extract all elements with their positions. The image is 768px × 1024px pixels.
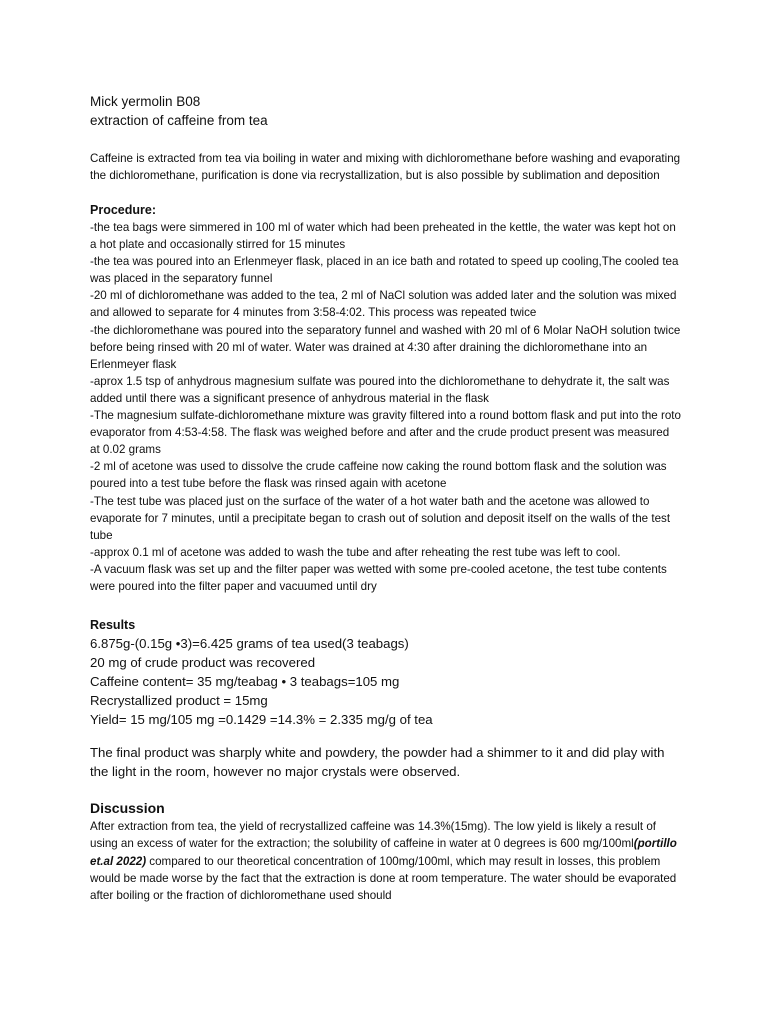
document-title: extraction of caffeine from tea <box>90 113 268 128</box>
procedure-step: -The magnesium sulfate-dichloromethane mixture was gravity filtered into a round bottom flask and put into the roto evaporator from 4:53-4:58. The flask was weighed before and after and the crude product present was measured at 0.02 grams <box>90 409 681 457</box>
procedure-heading: Procedure: <box>90 203 156 217</box>
citation: (portillo et.al 2022) <box>90 837 677 868</box>
result-line: Yield= 15 mg/105 mg =0.1429 =14.3% = 2.335 mg/g of tea <box>90 712 433 728</box>
procedure-step: -the tea bags were simmered in 100 ml of water which had been preheated in the kettle, the water was kept hot on a hot plate and occasionally stirred for 15 minutes <box>90 221 676 252</box>
result-line: Caffeine content= 35 mg/teabag • 3 teabags=105 mg <box>90 674 400 690</box>
procedure-steps <box>90 219 682 595</box>
procedure-step: -the tea was poured into an Erlenmeyer flask, placed in an ice bath and rotated to speed up cooling,The cooled tea was placed in the separatory funnel <box>90 255 679 286</box>
procedure-step: -approx 0.1 ml of acetone was added to wash the tube and after reheating the rest tube was left to cool. <box>90 545 621 559</box>
results-heading: Results <box>90 618 136 633</box>
author-line: Mick yermolin B08 <box>90 94 201 109</box>
discussion-text: After extraction from tea, the yield of recrystallized caffeine was 14.3%(15mg). The low yield is likely a result of using an excess of water for the extraction; the solubility of caffeine in water at 0 degrees is 600 mg/100ml <box>90 820 656 851</box>
result-line: Recrystallized product = 15mg <box>90 693 268 709</box>
procedure-step: -The test tube was placed just on the surface of the water of a hot water bath and the acetone was allowed to evaporate for 7 minutes, until a precipitate began to crash out of solution and deposit itself on the walls of the test tube <box>90 494 671 542</box>
procedure-step: -2 ml of acetone was used to dissolve the crude caffeine now caking the round bottom flask and the solution was poured into a test tube before the flask was rinsed again with acetone <box>90 460 667 491</box>
discussion-heading: Discussion <box>90 800 165 817</box>
procedure-step: -20 ml of dichloromethane was added to the tea, 2 ml of NaCl solution was added later and the solution was mixed and allowed to separate for 4 minutes from 3:58-4:02. This process was repeated twice <box>90 289 677 320</box>
procedure-step: -aprox 1.5 tsp of anhydrous magnesium sulfate was poured into the dichloromethane to dehydrate it, the salt was added until there was a significant presence of anhydrous material in the flask <box>90 374 670 405</box>
intro-paragraph: Caffeine is extracted from tea via boiling in water and mixing with dichloromethane before washing and evaporating the dichloromethane, purification is done via recrystallization, but is also possible by sublimation and deposition <box>90 152 681 182</box>
discussion-text-continued: compared to our theoretical concentration of 100mg/100ml, which may result in losses, this problem would be made worse by the fact that the extraction is done at room temperature. The water should be evaporated after boiling or the fraction of dichloromethane used should <box>90 854 677 903</box>
procedure-step: -A vacuum flask was set up and the filter paper was wetted with some pre-cooled acetone, the test tube contents were poured into the filter paper and vacuumed until dry <box>90 562 667 593</box>
procedure-step: -the dichloromethane was poured into the separatory funnel and washed with 20 ml of 6 Molar NaOH solution twice before being rinsed with 20 ml of water. Water was drained at 4:30 after draining the dichloromethane into an Erlenmeyer flask <box>90 323 681 371</box>
document-page <box>90 92 682 905</box>
discussion-paragraph <box>90 818 682 904</box>
result-line: 20 mg of crude product was recovered <box>90 655 316 671</box>
observation-paragraph: The final product was sharply white and powdery, the powder had a shimmer to it and did play with the light in the room, however no major crystals were observed. <box>90 745 665 780</box>
result-line: 6.875g-(0.15g •3)=6.425 grams of tea used(3 teabags) <box>90 636 409 652</box>
results-list <box>90 634 682 729</box>
